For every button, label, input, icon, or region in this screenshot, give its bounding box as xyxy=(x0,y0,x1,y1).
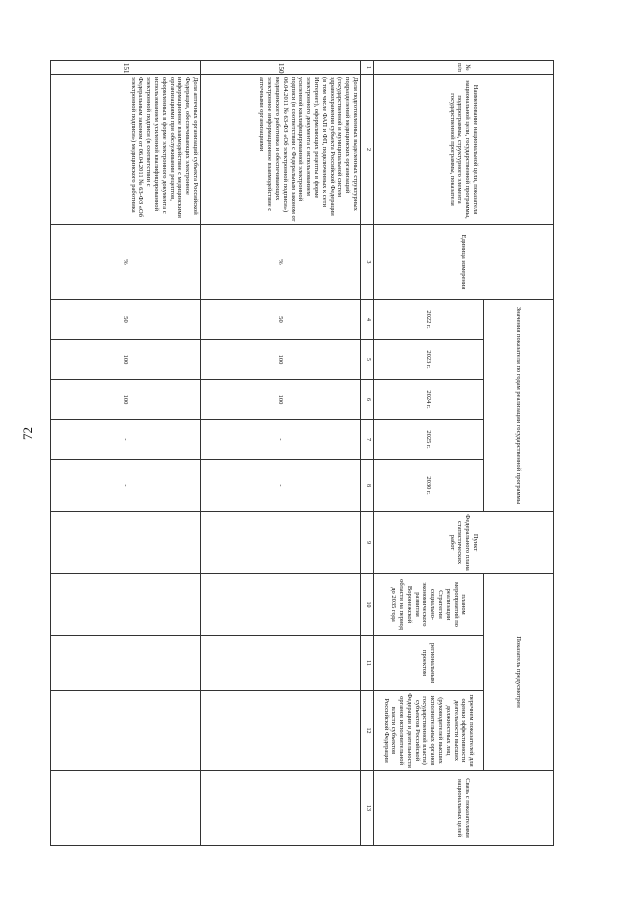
index-cell: 8 xyxy=(361,460,374,512)
header-regional-project: региональным проектом xyxy=(374,636,484,691)
table-row xyxy=(201,61,361,846)
header-federal-plan: Пункт Федерального плана статистических работ xyxy=(374,512,554,574)
header-values-group: Значения показателя по годам реализации государственной программы xyxy=(484,300,554,512)
row-value-2030: - xyxy=(201,460,361,512)
row-regional xyxy=(51,636,201,691)
index-cell: 10 xyxy=(361,574,374,636)
row-perechen xyxy=(51,691,201,771)
row-link xyxy=(51,771,201,846)
index-cell: 2 xyxy=(361,75,374,225)
table-row xyxy=(51,61,201,846)
row-plan xyxy=(201,574,361,636)
row-value-2024: 100 xyxy=(201,380,361,420)
rotated-table-wrapper xyxy=(54,60,554,845)
index-row xyxy=(361,61,374,846)
index-cell: 6 xyxy=(361,380,374,420)
row-federal xyxy=(51,512,201,574)
index-cell: 3 xyxy=(361,225,374,300)
row-link xyxy=(201,771,361,846)
header-predusmotren-group: Показатель предусмотрен xyxy=(484,574,554,771)
header-link: Связь с показателями национальных целей xyxy=(374,771,554,846)
index-cell: 7 xyxy=(361,420,374,460)
header-year-2025: 2025 г. xyxy=(374,420,484,460)
row-unit: % xyxy=(201,225,361,300)
header-name: Наименование национальной цели, показателя национальной цели, государственной программы, подпрограммы, структурного элемента государственной программы, показателя xyxy=(374,75,554,225)
index-cell: 9 xyxy=(361,512,374,574)
row-value-2023: 100 xyxy=(51,340,201,380)
header-perechen: перечнем показателей для оценки эффективности деятельности высших должностных лиц (руководителей высших исполнительных органов государственной власти) субъектов Российской Федерации и деятельности органов исполнительной власти субъектов Российской Федерации xyxy=(374,691,484,771)
header-no: № п/п xyxy=(374,61,554,75)
page-number: 72 xyxy=(20,427,35,440)
header-unit: Единица измерения xyxy=(374,225,554,300)
row-regional xyxy=(201,636,361,691)
row-federal xyxy=(201,512,361,574)
indicators-table xyxy=(50,60,554,846)
index-cell: 12 xyxy=(361,691,374,771)
index-cell: 5 xyxy=(361,340,374,380)
row-value-2030: - xyxy=(51,460,201,512)
row-name: Доля аптечных организаций субъекта Российской Федерации, обеспечивающих электронное информационное взаимодействие с медицинскими организациями при обслуживании рецептов, оформленных в форме электронного документа с использованием усиленной квалифицированной электронной подписи (в соответствии с Федеральным законом от 06.04.2011 № 63-ФЗ «Об электронной подписи») медицинского работника xyxy=(51,75,201,225)
header-year-2024: 2024 г. xyxy=(374,380,484,420)
row-value-2025: - xyxy=(201,420,361,460)
row-number: 151 xyxy=(51,61,201,75)
row-number: 150 xyxy=(201,61,361,75)
header-year-2030: 2030 г. xyxy=(374,460,484,512)
row-unit: % xyxy=(51,225,201,300)
row-value-2022: 50 xyxy=(51,300,201,340)
row-name: Доля подготовленных выделенных структурных подразделений медицинских организаций (государственной и муниципальной систем здравоохранения субъекта Российской Федерации (в том числе ФАП и ФП, подключенных к сети Интернет), оформляющих рецепты в форме электронного документа с использованием усиленной квалифицированной электронной подписи (в соответствии с Федеральным законом от 06.04.2011 № 63-ФЗ «Об электронной подписи») медицинского работника и обеспечивающих электронное информационное взаимодействие с аптечными организациями xyxy=(201,75,361,225)
row-perechen xyxy=(201,691,361,771)
row-value-2025: - xyxy=(51,420,201,460)
header-year-2022: 2022 г. xyxy=(374,300,484,340)
row-value-2022: 50 xyxy=(201,300,361,340)
row-value-2023: 100 xyxy=(201,340,361,380)
header-strategy-plan: планом мероприятий по реализации Стратегии социально-экономического развития Воронежской области на период до 2035 года xyxy=(374,574,484,636)
index-cell: 11 xyxy=(361,636,374,691)
header-year-2023: 2023 г. xyxy=(374,340,484,380)
row-plan xyxy=(51,574,201,636)
index-cell: 4 xyxy=(361,300,374,340)
index-cell: 13 xyxy=(361,771,374,846)
row-value-2024: 100 xyxy=(51,380,201,420)
index-cell: 1 xyxy=(361,61,374,75)
